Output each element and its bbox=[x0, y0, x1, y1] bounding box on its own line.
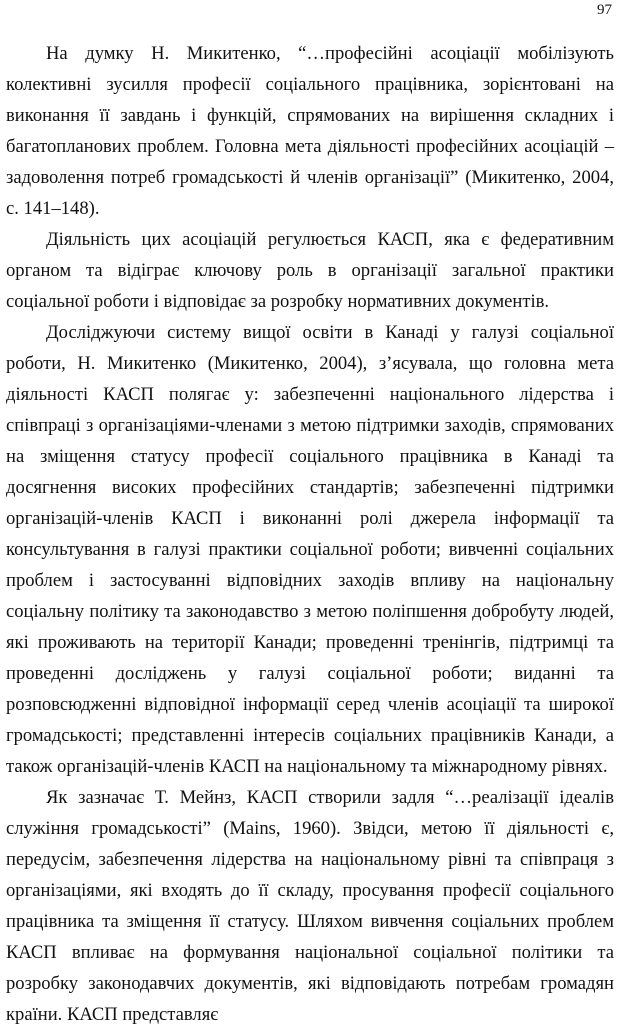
body-text bbox=[6, 38, 614, 1030]
paragraph: Як зазначає Т. Мейнз, КАСП створили задля “…реалізації ідеалів служіння громадськості” (Mains, 1960). Звідси, метою її діяльності є, передусім, забезпечення лідерства на національному рівні та співпраця з організаціями, які входять до її складу, просування професії соціального працівника та зміщення її статусу. Шляхом вивчення соціальних проблем КАСП впливає на формування національної соціальної політики та розробку законодавчих документів, які відповідають потребам громадян країни. КАСП представляє bbox=[6, 787, 614, 1025]
paragraph: Діяльність цих асоціацій регулюється КАСП, яка є федеративним органом та відіграє ключову роль в організації загальної практики соціальної роботи і відповідає за розробку нормативних документів. bbox=[6, 229, 614, 312]
page-number: 97 bbox=[597, 2, 612, 18]
paragraph: На думку Н. Микитенко, “…професійні асоціації мобілізують колективні зусилля професії соціального працівника, зорієнтовані на виконання її завдань і функцій, спрямованих на вирішення складних і багатопланових проблем. Головна мета діяльності професійних асоціацій – задоволення потреб громадськості й членів організації” (Микитенко, 2004, с. 141–148). bbox=[6, 43, 614, 219]
paragraph: Досліджуючи систему вищої освіти в Канаді у галузі соціальної роботи, Н. Микитенко (Микитенко, 2004), з’ясувала, що головна мета діяльності КАСП полягає у: забезпеченні національного лідерства і співпраці з організаціями-членами з метою підтримки заходів, спрямованих на зміщення статусу професії соціального працівника в Канаді та досягнення високих професійних стандартів; забезпеченні підтримки організацій-членів КАСП і виконанні ролі джерела інформації та консультування в галузі практики соціальної роботи; вивченні соціальних проблем і застосуванні відповідних заходів впливу на національну соціальну політику та законодавство з метою поліпшення добробуту людей, які проживають на території Канади; проведенні тренінгів, підтримці та проведенні досліджень у галузі соціальної роботи; виданні та розповсюдженні відповідної інформації серед членів асоціації та широкої громадськості; представленні інтересів соціальних працівників Канади, а також організацій-членів КАСП на національному та міжнародному рівнях. bbox=[6, 322, 614, 777]
